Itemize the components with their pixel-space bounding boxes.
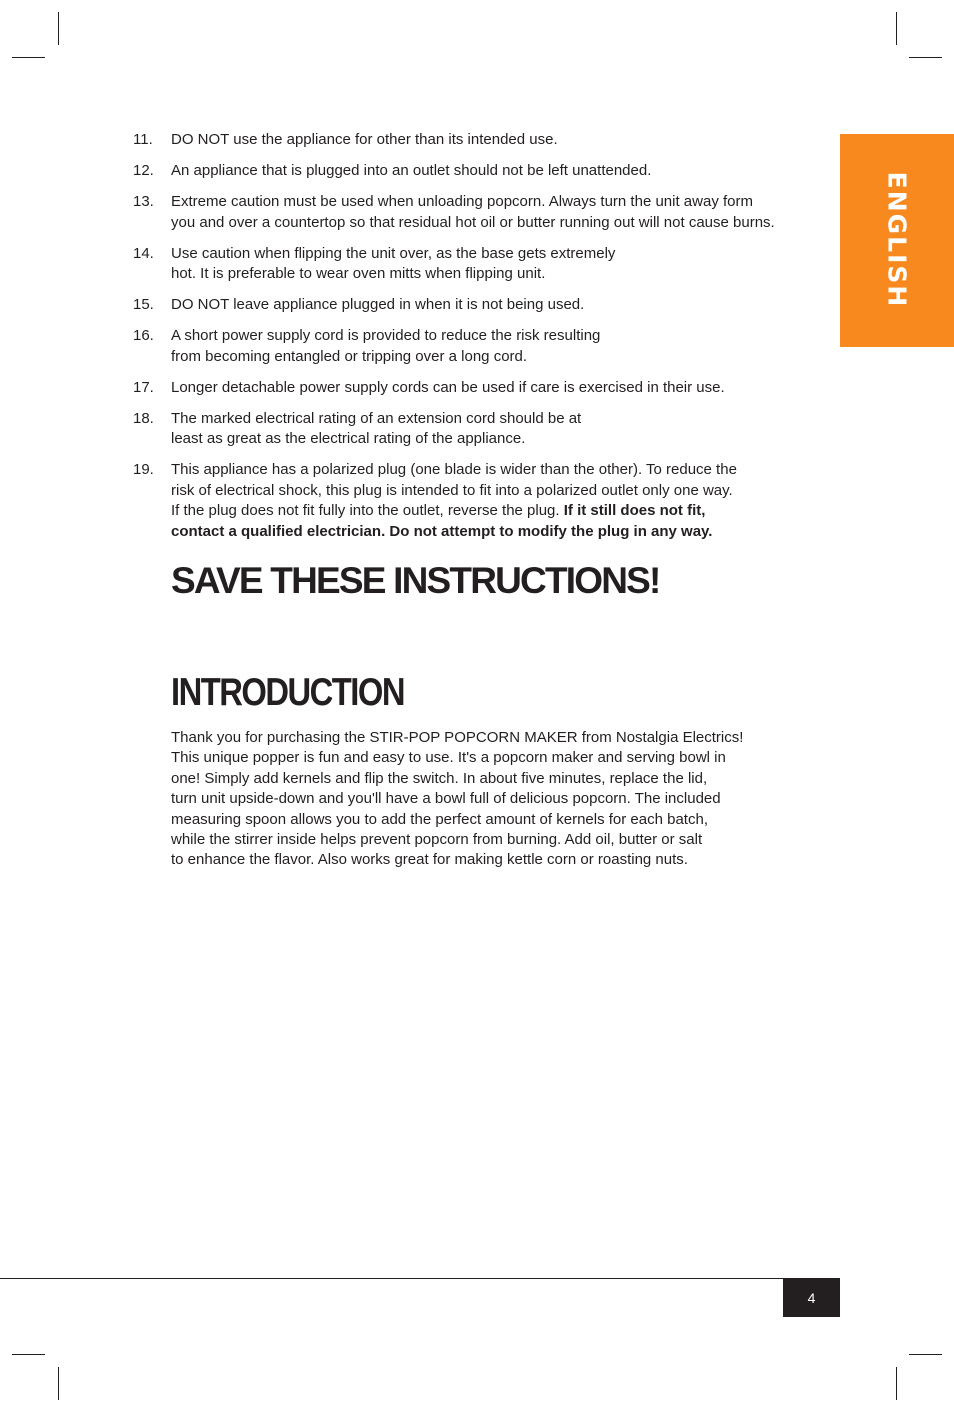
language-tab-label: ENGLISH: [882, 171, 912, 309]
crop-mark-top-right-horizontal: [909, 57, 942, 58]
language-tab: [840, 134, 954, 347]
list-item: [133, 295, 833, 316]
list-item-number: 17.: [133, 378, 154, 396]
list-item-text: DO NOT leave appliance plugged in when it is not being used.: [171, 296, 585, 313]
list-item: [133, 409, 833, 450]
list-item-number: 18.: [133, 409, 154, 427]
crop-mark-top-left-horizontal: [12, 57, 45, 58]
list-item: [133, 378, 833, 399]
introduction-heading: INTRODUCTION: [171, 671, 404, 714]
crop-mark-bottom-right-horizontal: [909, 1354, 942, 1355]
list-item-text: A short power supply cord is provided to reduce the risk resulting from becoming entangled or tripping over a long cord.: [171, 327, 601, 365]
safety-instructions-list: [133, 130, 833, 553]
footer-rule: [0, 1278, 840, 1279]
list-item: [133, 326, 833, 367]
introduction-paragraph: Thank you for purchasing the STIR-POP POPCORN MAKER from Nostalgia Electrics! This unique popper is fun and easy to use. It's a popcorn maker and serving bowl in one! Simply add kernels and flip the switch. In about five minutes, replace the lid, turn unit upside-down and you'll have a bowl full of delicious popcorn. The included measuring spoon allows you to add the perfect amount of kernels for each batch, while the stirrer inside helps prevent popcorn from burning. Add oil, butter or salt to enhance the flavor. Also works great for making kettle corn or roasting nuts.: [171, 729, 744, 869]
list-item-text: [171, 460, 833, 542]
list-item: [133, 130, 833, 151]
crop-mark-top-right-vertical: [896, 12, 897, 45]
list-item-text: Extreme caution must be used when unloading popcorn. Always turn the unit away form you and over a countertop so that residual hot oil or butter running out will not cause burns.: [171, 193, 775, 231]
crop-mark-bottom-right-vertical: [896, 1367, 897, 1400]
list-item-number: 14.: [133, 244, 154, 262]
list-item-number: 13.: [133, 193, 154, 210]
list-item: [133, 161, 833, 182]
save-instructions-heading: SAVE THESE INSTRUCTIONS!: [171, 560, 660, 601]
page-number-box: [783, 1278, 840, 1317]
list-item-text: Longer detachable power supply cords can be used if care is exercised in their use.: [171, 378, 725, 396]
list-item-text-regular: This appliance has a polarized plug (one blade is wider than the other). To reduce the risk of electrical shock, this plug is intended to fit into a polarized outlet only one way. If the plug does not fit fully into the outlet, reverse the plug.: [171, 461, 737, 519]
crop-mark-bottom-left-horizontal: [12, 1354, 45, 1355]
list-item: [133, 192, 833, 233]
list-item-text: The marked electrical rating of an extension cord should be at least as great as the electrical rating of the appliance.: [171, 409, 582, 447]
crop-mark-bottom-left-vertical: [58, 1367, 59, 1400]
list-item-number: 19.: [133, 461, 154, 478]
list-item-number: 15.: [133, 296, 154, 313]
list-item-text-bold: If it still does not fit, contact a qualified electrician. Do not attempt to modify the plug in any way.: [171, 502, 713, 540]
page-number: 4: [807, 1289, 816, 1306]
list-item-text: An appliance that is plugged into an outlet should not be left unattended.: [171, 162, 652, 179]
crop-mark-top-left-vertical: [58, 12, 59, 45]
list-item-number: 11.: [133, 131, 153, 148]
list-item: [133, 460, 833, 542]
list-item-number: 12.: [133, 162, 154, 179]
list-item-text: Use caution when flipping the unit over, as the base gets extremely hot. It is preferable to wear oven mitts when flipping unit.: [171, 244, 616, 282]
list-item-number: 16.: [133, 327, 154, 344]
list-item-text: DO NOT use the appliance for other than its intended use.: [171, 131, 558, 148]
list-item: [133, 244, 833, 285]
